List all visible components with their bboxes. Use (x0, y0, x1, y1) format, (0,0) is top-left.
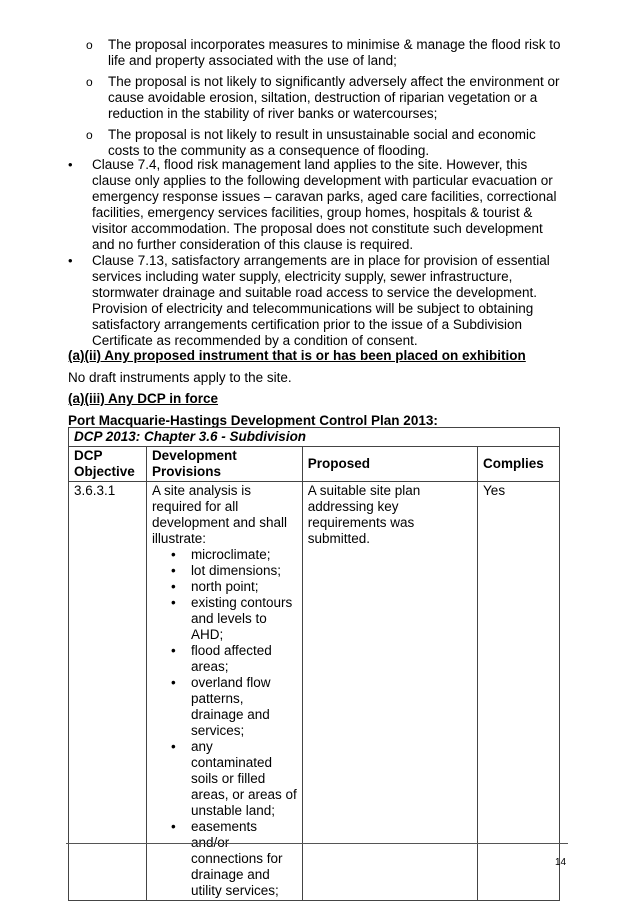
list-item: • easements and/or connections for drainage and utility services; (170, 819, 283, 898)
heading-a3: (a)(iii) Any DCP in force (68, 391, 219, 406)
bullet-icon: • (170, 739, 176, 754)
list-item: • north point; (170, 579, 259, 594)
page-number: 14 (555, 857, 567, 868)
bullet-text: Clause 7.13, satisfactory arrangements are in place for provision of essential services including water supply, electricity supply, sewer infrastructure, stormwater drainage and suitable road access to service the development. Provision of electricity and telecommunications will be subject to obtaining satisfactory arrangements certification prior to the issue of a Subdivision Certificate as recommended by a condition of consent. (92, 253, 550, 348)
bullet-icon: • (68, 253, 73, 268)
sub-bullet-item (86, 37, 566, 69)
circle-bullet-icon: o (86, 75, 93, 89)
bullet-item (66, 157, 566, 253)
bullet-text: Clause 7.4, flood risk management land applies to the site. However, this clause only applies to the following development with particular evacuation or emergency response issues – caravan parks, aged care facilities, correctional facilities, emergency services facilities, group homes, hospitals & tourist & visitor accommodation. The proposal does not constitute such development and no further consideration of this clause is required. (92, 157, 557, 252)
list-item: • flood affected areas; (170, 643, 272, 674)
list-item: • lot dimensions; (170, 563, 281, 578)
bullet-list (66, 157, 566, 349)
table-row (69, 482, 560, 901)
dcp-title: Port Macquarie-Hastings Development Control Plan 2013: (68, 413, 438, 428)
para-a2: No draft instruments apply to the site. (68, 370, 292, 385)
bullet-icon: • (170, 563, 176, 578)
header-complies: Complies (478, 447, 560, 482)
bullet-item (66, 253, 566, 349)
bullet-icon: • (170, 819, 176, 834)
bullet-icon: • (170, 579, 176, 594)
bullet-icon: • (170, 675, 176, 690)
bullet-icon: • (170, 595, 176, 610)
circle-bullet-icon: o (86, 128, 93, 142)
cell-complies: Yes (478, 482, 560, 901)
header-proposed: Proposed (302, 447, 477, 482)
table-caption: DCP 2013: Chapter 3.6 - Subdivision (69, 428, 560, 447)
table-header-row (69, 447, 560, 482)
sub-bullet-text: The proposal incorporates measures to minimise & manage the flood risk to life and property associated with the use of land; (108, 37, 561, 68)
list-item: • microclimate; (170, 547, 271, 562)
heading-a2: (a)(ii) Any proposed instrument that is or has been placed on exhibition (68, 348, 526, 363)
footer-divider (66, 843, 568, 844)
bullet-icon: • (170, 547, 176, 562)
header-objective: DCP Objective (69, 447, 147, 482)
cell-objective: 3.6.3.1 (69, 482, 147, 901)
provision-intro: A site analysis is required for all development and shall illustrate: (151, 483, 288, 546)
sub-bullet-item (86, 127, 566, 159)
sub-bullet-list (86, 37, 566, 164)
cell-provisions (146, 482, 302, 901)
sub-bullet-text: The proposal is not likely to result in unsustainable social and economic costs to the community as a consequence of flooding. (108, 127, 536, 158)
bullet-icon: • (170, 643, 176, 658)
list-item: • overland flow patterns, drainage and services; (170, 675, 271, 738)
circle-bullet-icon: o (86, 38, 93, 52)
provision-list (152, 547, 297, 899)
bullet-icon: • (68, 157, 73, 172)
cell-proposed: A suitable site plan addressing key requirements was submitted. (302, 482, 477, 901)
list-item: • any contaminated soils or filled areas, or areas of unstable land; (170, 739, 297, 818)
sub-bullet-item (86, 74, 566, 122)
sub-bullet-text: The proposal is not likely to significantly adversely affect the environment or cause avoidable erosion, siltation, destruction of riparian vegetation or a reduction in the stability of river banks or watercourses; (108, 74, 560, 121)
list-item: • existing contours and levels to AHD; (170, 595, 293, 642)
header-provisions: Development Provisions (146, 447, 302, 482)
dcp-table (68, 427, 560, 901)
